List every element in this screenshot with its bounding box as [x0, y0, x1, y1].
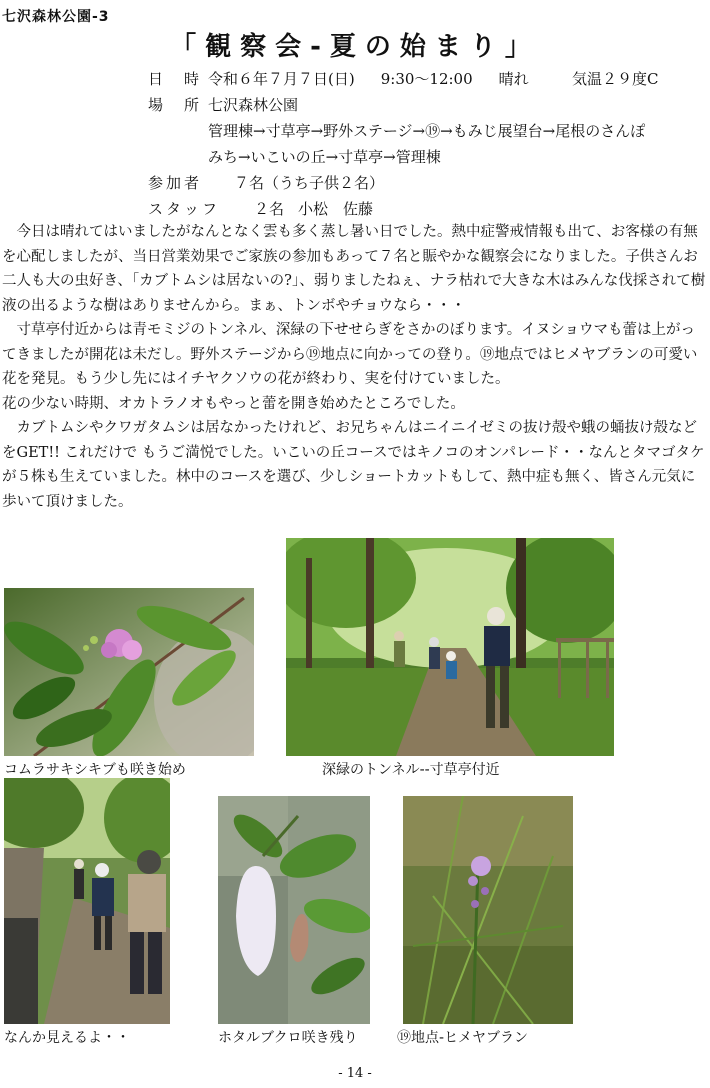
staff-row [148, 196, 645, 222]
page-number: - 14 - [338, 1066, 372, 1081]
photo-liriope [403, 796, 573, 1024]
page-title: 「観察会-夏の始まり」 [170, 32, 540, 62]
date-row [148, 66, 659, 92]
staff-count: ２名 [254, 200, 285, 218]
route-line-1: 管理棟→寸草亭→野外ステージ→⑲→もみじ展望台→尾根のさんぽ [208, 122, 646, 140]
caption-liriope: ⑲地点-ヒメヤブラン [397, 1030, 529, 1046]
caption-hikers: なんか見えるよ・・ [4, 1030, 130, 1046]
paragraph-3: 花の少ない時期、オカトラノオもやっと蕾を開き始めたところでした。 [2, 395, 465, 412]
photo-bellflower [218, 796, 370, 1024]
date-label: 日 時 [148, 70, 203, 88]
photo-beautyberry [4, 588, 254, 756]
participants-row [148, 170, 645, 196]
event-info [148, 66, 659, 222]
place-row [148, 92, 645, 118]
participants-label: 参加者 [148, 174, 203, 192]
paragraph-1: 今日は晴れてはいましたがなんとなく雲も多く蒸し暑い日でした。熱中症警戒情報も出て、お客様の有無を心配しましたが、当日営業効果でご家族の参加もあって７名と賑やかな観察会になりました。子供さんお二人も大の虫好き、「カブトムシは居ないの?」、弱りましたねぇ、ナラ枯れで大きな木はみんな伐採されて樹液の出るような樹はありませんから。まぁ、トンボやチョウなら・・・ [2, 224, 706, 314]
paragraph-4: カブトムシやクワガタムシは居なかったけれど、お兄ちゃんはニイニイゼミの抜け殻や蛾の蛹抜け殻などをGET!! これだけで もうご満悦でした。いこいの丘コースではキノコのオンパレード・・なんとタマゴタケが５株も生えていました。林中のコースを選び、少しショートカットもして、熱中症も無く、皆さん元気に歩いて頂けました。 [2, 420, 705, 510]
place-label: 場 所 [148, 96, 203, 114]
caption-green-tunnel: 深緑のトンネル--寸草亭付近 [322, 762, 500, 778]
caption-beautyberry: コムラサキシキブも咲き始め [4, 762, 186, 778]
article-body [2, 220, 708, 514]
time-value: 9:30～12:00 [380, 70, 473, 88]
photo-green-tunnel [286, 538, 614, 756]
participants-value: ７名（うち子供２名） [234, 174, 385, 192]
staff-names: 小松 佐藤 [298, 200, 374, 218]
temperature-value: 気温２９度C [572, 70, 659, 88]
date-value: 令和６年７月７日(日) [208, 70, 355, 88]
route-line-2: みち→いこいの丘→寸草亭→管理棟 [208, 148, 441, 166]
weather-value: 晴れ [498, 70, 529, 88]
caption-bellflower: ホタルブクロ咲き残り [218, 1030, 358, 1046]
place-value: 七沢森林公園 [208, 96, 299, 114]
photo-hikers [4, 778, 170, 1024]
section-label: 七沢森林公園-3 [2, 9, 110, 25]
paragraph-2: 寸草亭付近からは青モミジのトンネル、深緑の下せせらぎをさかのぼります。イヌショウマも蕾は上がってきましたが開花は未だし。野外ステージから⑲地点に向かっての登り。⑲地点ではヒメヤブランの可愛い花を発見。もう少し先にはイチヤクソウの花が終わり、実を付けていました。 [2, 322, 698, 387]
staff-label: スタッフ [148, 200, 221, 218]
